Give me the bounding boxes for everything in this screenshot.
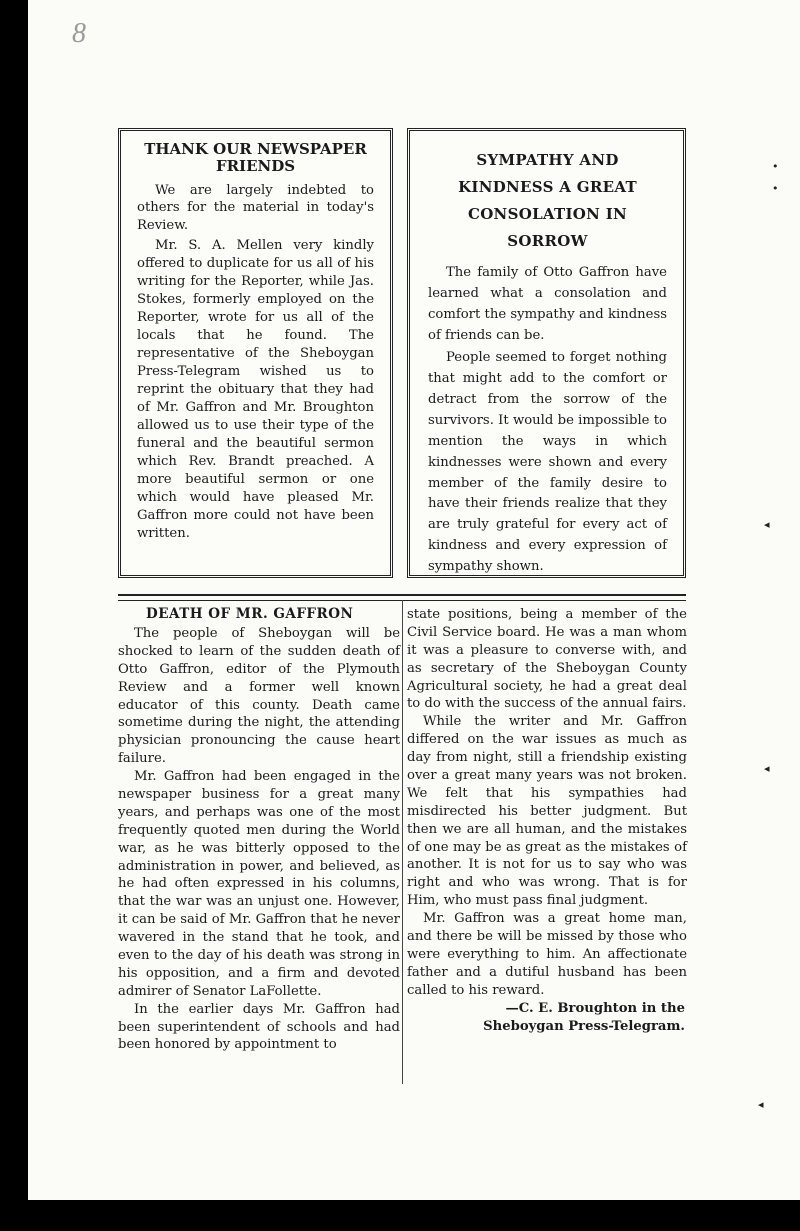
article-column-right	[407, 606, 687, 1036]
article-credit: —C. E. Broughton in the	[505, 1000, 685, 1016]
thank-friends-title: THANK OUR NEWSPAPER FRIENDS	[144, 140, 367, 176]
article-paragraph: Mr. Gaffron was a great home man, and there be will be missed by those who were everything to him. An affectionate father and a dutiful husband has been called to his reward.	[407, 911, 687, 998]
margin-mark: •	[772, 182, 779, 195]
thank-friends-paragraph: We are largely indebted to others for the material in today's Review.	[137, 182, 374, 234]
column-divider	[402, 600, 403, 1084]
article-paragraph: While the writer and Mr. Gaffron differed on the war issues as much as day from night, still a friendship existing over a great many years was not broken. We felt that his sympathies had misdirected his better judgment. But then we are all human, and the mistakes of one may be as great as the mistakes of another. It is not for us to say who was right and who was wrong. That is for Him, who must pass final judgment.	[407, 714, 687, 909]
margin-mark: ◂	[758, 1098, 764, 1111]
article-credit: Sheboygan Press-Telegram.	[483, 1018, 685, 1034]
sympathy-title: SYMPATHY AND KINDNESS A GREAT CONSOLATION IN SORROW	[458, 151, 637, 250]
article-paragraph: The people of Sheboygan will be shocked to learn of the sudden death of Otto Gaffron, editor of the Plymouth Review and a former well known educator of this county. Death came sometime during the night, the attending physician pronouncing the cause heart failure.	[118, 626, 400, 767]
sympathy-box	[407, 128, 686, 578]
margin-mark: ◂	[764, 762, 770, 775]
margin-mark: ◂	[764, 518, 770, 531]
thank-friends-box	[118, 128, 393, 578]
article-title: DEATH OF MR. GAFFRON	[146, 606, 354, 622]
article-paragraph: In the earlier days Mr. Gaffron had been superintendent of schools and had been honored by appointment to	[118, 1001, 400, 1053]
page-number: 8	[72, 18, 86, 49]
sympathy-paragraph: People seemed to forget nothing that might add to the comfort or detract from the sorrow of the survivors. It would be impossible to mention the ways in which kindnesses were shown and every member of the family desire to have their friends realize that they are truly grateful for every act of kindness and every expression of sympathy shown.	[428, 350, 667, 575]
article-paragraph: state positions, being a member of the Civil Service board. He was a man whom it was a pleasure to converse with, and as secretary of the Sheboygan County Agricultural society, he had a great deal to do with the success of the annual fairs.	[407, 607, 687, 712]
margin-mark: •	[772, 160, 779, 173]
article-column-left	[118, 606, 400, 1054]
article-paragraph: Mr. Gaffron had been engaged in the newspaper business for a great many years, and perhaps was one of the most frequently quoted men during the World war, as he was bitterly opposed to the administration in power, and believed, as he had often expressed in his columns, that the war was an unjust one. However, it can be said of Mr. Gaffron that he never wavered in the stand that he took, and even to the day of his death was strong in his opposition, and a firm and devoted admirer of Senator LaFollette.	[118, 769, 400, 999]
thank-friends-paragraph: Mr. S. A. Mellen very kindly offered to duplicate for us all of his writing for the Reporter, while Jas. Stokes, formerly employed on the Reporter, wrote for us all of the locals that he found. The representative of the Sheboygan Press-Telegram wished us to reprint the obituary that they had of Mr. Gaffron and Mr. Broughton allowed us to use their type of the funeral and the beautiful sermon which Rev. Brandt preached. A more beautiful sermon or one which would have pleased Mr. Gaffron more could not have been written.	[137, 238, 374, 541]
sympathy-paragraph: The family of Otto Gaffron have learned what a consolation and comfort the sympathy and kindness of friends can be.	[428, 265, 667, 343]
